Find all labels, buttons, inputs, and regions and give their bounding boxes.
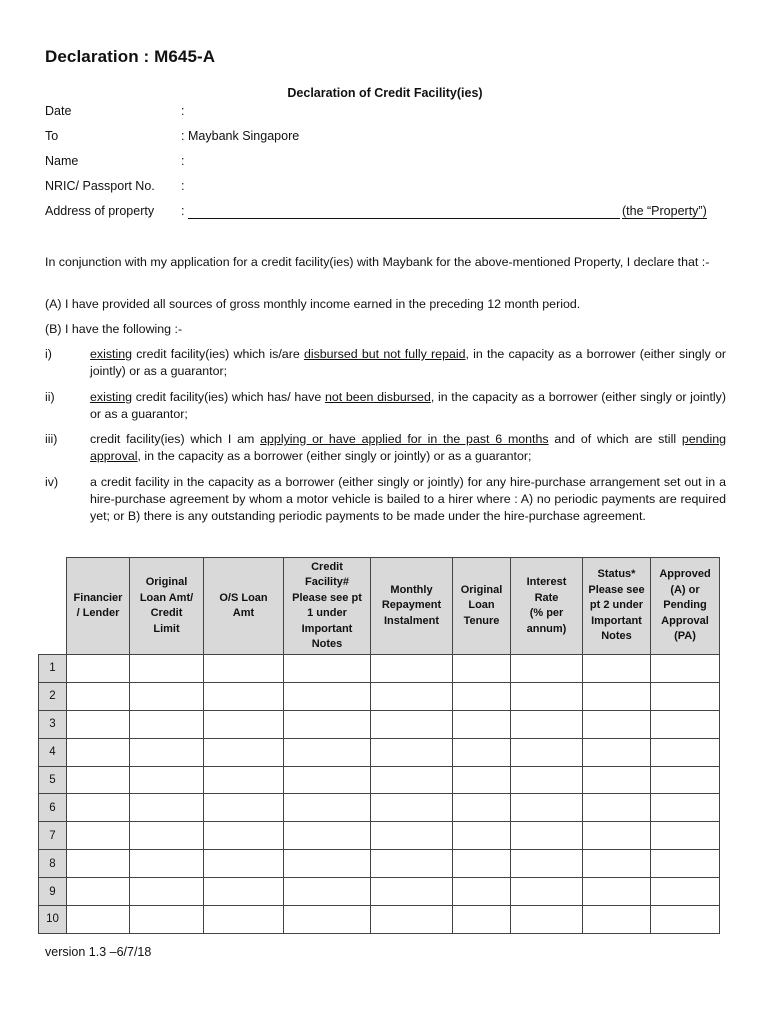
- approved-cell[interactable]: [651, 822, 720, 850]
- interest-rate-cell[interactable]: [511, 710, 583, 738]
- row-number: 5: [39, 766, 67, 794]
- approved-cell[interactable]: [651, 850, 720, 878]
- status-cell[interactable]: [583, 822, 651, 850]
- table-row: [39, 794, 720, 822]
- original-loan-amt-cell[interactable]: [130, 738, 204, 766]
- os-loan-amt-cell[interactable]: [204, 682, 284, 710]
- field-colon: :: [181, 129, 185, 143]
- document-title: Declaration : M645-A: [45, 47, 216, 66]
- credit-facility-cell[interactable]: [284, 906, 371, 934]
- interest-rate-cell[interactable]: [511, 655, 583, 683]
- field-label-to: To: [45, 129, 59, 143]
- field-address: [45, 204, 725, 222]
- item-ii-text: existing credit facility(ies) which has/ have not been disbursed, in the capacity as a borrower (either singly or jointly) or as a guarantor;: [90, 390, 726, 421]
- interest-rate-cell[interactable]: [511, 906, 583, 934]
- row-number: 4: [39, 738, 67, 766]
- status-cell[interactable]: [583, 738, 651, 766]
- field-name: [45, 154, 725, 172]
- header-approved: Approved (A) or Pending Approval (PA): [651, 558, 720, 655]
- statement-a: [45, 296, 727, 313]
- interest-rate-cell[interactable]: [511, 682, 583, 710]
- status-cell[interactable]: [583, 682, 651, 710]
- row-number: 1: [39, 655, 67, 683]
- table-row: [39, 766, 720, 794]
- item-iv-text: a credit facility in the capacity as a borrower (either singly or jointly) for any hire-purchase arrangement set out in a hire-purchase agreement by whom a motor vehicle is bailed to a hirer where : A) no periodic payments are required yet; or B) there is any outstanding periodic payments to be made under the hire-purchase agreement.: [90, 475, 726, 523]
- header-interest-rate: Interest Rate (% per annum): [511, 558, 583, 655]
- header-status: Status* Please see pt 2 under Important Notes: [583, 558, 651, 655]
- header-financier: Financier / Lender: [67, 558, 130, 655]
- financier-cell[interactable]: [67, 682, 130, 710]
- monthly-repayment-cell[interactable]: [371, 655, 453, 683]
- monthly-repayment-cell[interactable]: [371, 738, 453, 766]
- intro-paragraph: In conjunction with my application for a credit facility(ies) with Maybank for the above-mentioned Property, I declare that :-: [45, 255, 710, 269]
- item-ii-num: ii): [45, 390, 55, 404]
- credit-facility-cell[interactable]: [284, 766, 371, 794]
- loan-tenure-cell[interactable]: [453, 794, 511, 822]
- financier-cell[interactable]: [67, 906, 130, 934]
- field-to: [45, 129, 725, 147]
- table-row: [39, 850, 720, 878]
- interest-rate-cell[interactable]: [511, 738, 583, 766]
- row-number: 9: [39, 878, 67, 906]
- credit-facility-table: [38, 557, 720, 934]
- os-loan-amt-cell[interactable]: [204, 738, 284, 766]
- loan-tenure-cell[interactable]: [453, 766, 511, 794]
- table-row: [39, 822, 720, 850]
- header-monthly-repayment: Monthly Repayment Instalment: [371, 558, 453, 655]
- os-loan-amt-cell[interactable]: [204, 906, 284, 934]
- original-loan-amt-cell[interactable]: [130, 682, 204, 710]
- credit-facility-cell[interactable]: [284, 682, 371, 710]
- os-loan-amt-cell[interactable]: [204, 766, 284, 794]
- loan-tenure-cell[interactable]: [453, 878, 511, 906]
- loan-tenure-cell[interactable]: [453, 906, 511, 934]
- os-loan-amt-cell[interactable]: [204, 878, 284, 906]
- table-header-row: [39, 558, 720, 655]
- loan-tenure-cell[interactable]: [453, 682, 511, 710]
- statement-b: [45, 321, 727, 338]
- field-colon: :: [181, 104, 185, 118]
- status-cell[interactable]: [583, 655, 651, 683]
- field-colon: :: [181, 154, 185, 168]
- os-loan-amt-cell[interactable]: [204, 822, 284, 850]
- approved-cell[interactable]: [651, 766, 720, 794]
- table-row: [39, 710, 720, 738]
- item-iii-text: credit facility(ies) which I am applying or have applied for in the past 6 months and of which are still pending approval, in the capacity as a borrower (either singly or jointly) or as a guarantor;: [90, 432, 726, 463]
- approved-cell[interactable]: [651, 682, 720, 710]
- monthly-repayment-cell[interactable]: [371, 878, 453, 906]
- table-row: [39, 655, 720, 683]
- original-loan-amt-cell[interactable]: [130, 850, 204, 878]
- os-loan-amt-cell[interactable]: [204, 655, 284, 683]
- field-label-nric: NRIC/ Passport No.: [45, 179, 155, 193]
- monthly-repayment-cell[interactable]: [371, 766, 453, 794]
- loan-tenure-cell[interactable]: [453, 655, 511, 683]
- credit-facility-cell[interactable]: [284, 878, 371, 906]
- row-number: 2: [39, 682, 67, 710]
- original-loan-amt-cell[interactable]: [130, 906, 204, 934]
- original-loan-amt-cell[interactable]: [130, 766, 204, 794]
- original-loan-amt-cell[interactable]: [130, 822, 204, 850]
- os-loan-amt-cell[interactable]: [204, 850, 284, 878]
- statement-a-text: I have provided all sources of gross monthly income earned in the preceding 12 month period.: [64, 297, 581, 311]
- original-loan-amt-cell[interactable]: [130, 655, 204, 683]
- credit-facility-cell[interactable]: [284, 794, 371, 822]
- credit-facility-cell[interactable]: [284, 850, 371, 878]
- row-number-header: [39, 558, 67, 655]
- status-cell[interactable]: [583, 878, 651, 906]
- table-row: [39, 738, 720, 766]
- statement-a-num: (A): [45, 297, 62, 311]
- table-body: [39, 655, 720, 934]
- monthly-repayment-cell[interactable]: [371, 794, 453, 822]
- field-label-name: Name: [45, 154, 79, 168]
- financier-cell[interactable]: [67, 655, 130, 683]
- credit-facility-cell[interactable]: [284, 710, 371, 738]
- loan-tenure-cell[interactable]: [453, 710, 511, 738]
- property-suffix: (the “Property”): [622, 204, 707, 218]
- approved-cell[interactable]: [651, 655, 720, 683]
- version-label: version 1.3 –6/7/18: [45, 945, 152, 959]
- status-cell[interactable]: [583, 794, 651, 822]
- original-loan-amt-cell[interactable]: [130, 878, 204, 906]
- item-iii-num: iii): [45, 432, 58, 446]
- financier-cell[interactable]: [67, 794, 130, 822]
- financier-cell[interactable]: [67, 738, 130, 766]
- header-original-loan-amt: Original Loan Amt/ Credit Limit: [130, 558, 204, 655]
- interest-rate-cell[interactable]: [511, 878, 583, 906]
- original-loan-amt-cell[interactable]: [130, 794, 204, 822]
- credit-facility-cell[interactable]: [284, 655, 371, 683]
- interest-rate-cell[interactable]: [511, 850, 583, 878]
- approved-cell[interactable]: [651, 794, 720, 822]
- monthly-repayment-cell[interactable]: [371, 710, 453, 738]
- field-colon: :: [181, 204, 185, 218]
- header-credit-facility: Credit Facility# Please see pt 1 under Important Notes: [284, 558, 371, 655]
- loan-tenure-cell[interactable]: [453, 850, 511, 878]
- field-nric: [45, 179, 725, 197]
- financier-cell[interactable]: [67, 822, 130, 850]
- approved-cell[interactable]: [651, 738, 720, 766]
- header-original-loan-tenure: Original Loan Tenure: [453, 558, 511, 655]
- row-number: 10: [39, 906, 67, 934]
- header-os-loan-amt: O/S Loan Amt: [204, 558, 284, 655]
- to-value: Maybank Singapore: [188, 129, 300, 143]
- row-number: 8: [39, 850, 67, 878]
- os-loan-amt-cell[interactable]: [204, 710, 284, 738]
- document-subtitle: Declaration of Credit Facility(ies): [287, 86, 483, 100]
- interest-rate-cell[interactable]: [511, 766, 583, 794]
- monthly-repayment-cell[interactable]: [371, 822, 453, 850]
- item-i-num: i): [45, 347, 52, 361]
- field-label-address: Address of property: [45, 204, 155, 218]
- monthly-repayment-cell[interactable]: [371, 850, 453, 878]
- loan-tenure-cell[interactable]: [453, 822, 511, 850]
- approved-cell[interactable]: [651, 906, 720, 934]
- approved-cell[interactable]: [651, 710, 720, 738]
- interest-rate-cell[interactable]: [511, 794, 583, 822]
- credit-facility-cell[interactable]: [284, 738, 371, 766]
- item-iv-num: iv): [45, 475, 59, 489]
- status-cell[interactable]: [583, 906, 651, 934]
- field-colon: :: [181, 179, 185, 193]
- address-underline[interactable]: [188, 218, 620, 219]
- status-cell[interactable]: [583, 710, 651, 738]
- financier-cell[interactable]: [67, 850, 130, 878]
- table-row: [39, 906, 720, 934]
- monthly-repayment-cell[interactable]: [371, 906, 453, 934]
- field-date: [45, 104, 725, 122]
- statement-b-text: I have the following :-: [64, 322, 183, 336]
- monthly-repayment-cell[interactable]: [371, 682, 453, 710]
- os-loan-amt-cell[interactable]: [204, 794, 284, 822]
- status-cell[interactable]: [583, 850, 651, 878]
- approved-cell[interactable]: [651, 878, 720, 906]
- field-label-date: Date: [45, 104, 72, 118]
- loan-tenure-cell[interactable]: [453, 738, 511, 766]
- original-loan-amt-cell[interactable]: [130, 710, 204, 738]
- row-number: 6: [39, 794, 67, 822]
- financier-cell[interactable]: [67, 710, 130, 738]
- row-number: 3: [39, 710, 67, 738]
- financier-cell[interactable]: [67, 766, 130, 794]
- statement-b-num: (B): [45, 322, 62, 336]
- credit-facility-cell[interactable]: [284, 822, 371, 850]
- interest-rate-cell[interactable]: [511, 822, 583, 850]
- table-row: [39, 878, 720, 906]
- financier-cell[interactable]: [67, 878, 130, 906]
- row-number: 7: [39, 822, 67, 850]
- status-cell[interactable]: [583, 766, 651, 794]
- item-i-text: existing credit facility(ies) which is/are disbursed but not fully repaid, in the capacity as a borrower (either singly or jointly) or as a guarantor;: [90, 347, 726, 378]
- table-row: [39, 682, 720, 710]
